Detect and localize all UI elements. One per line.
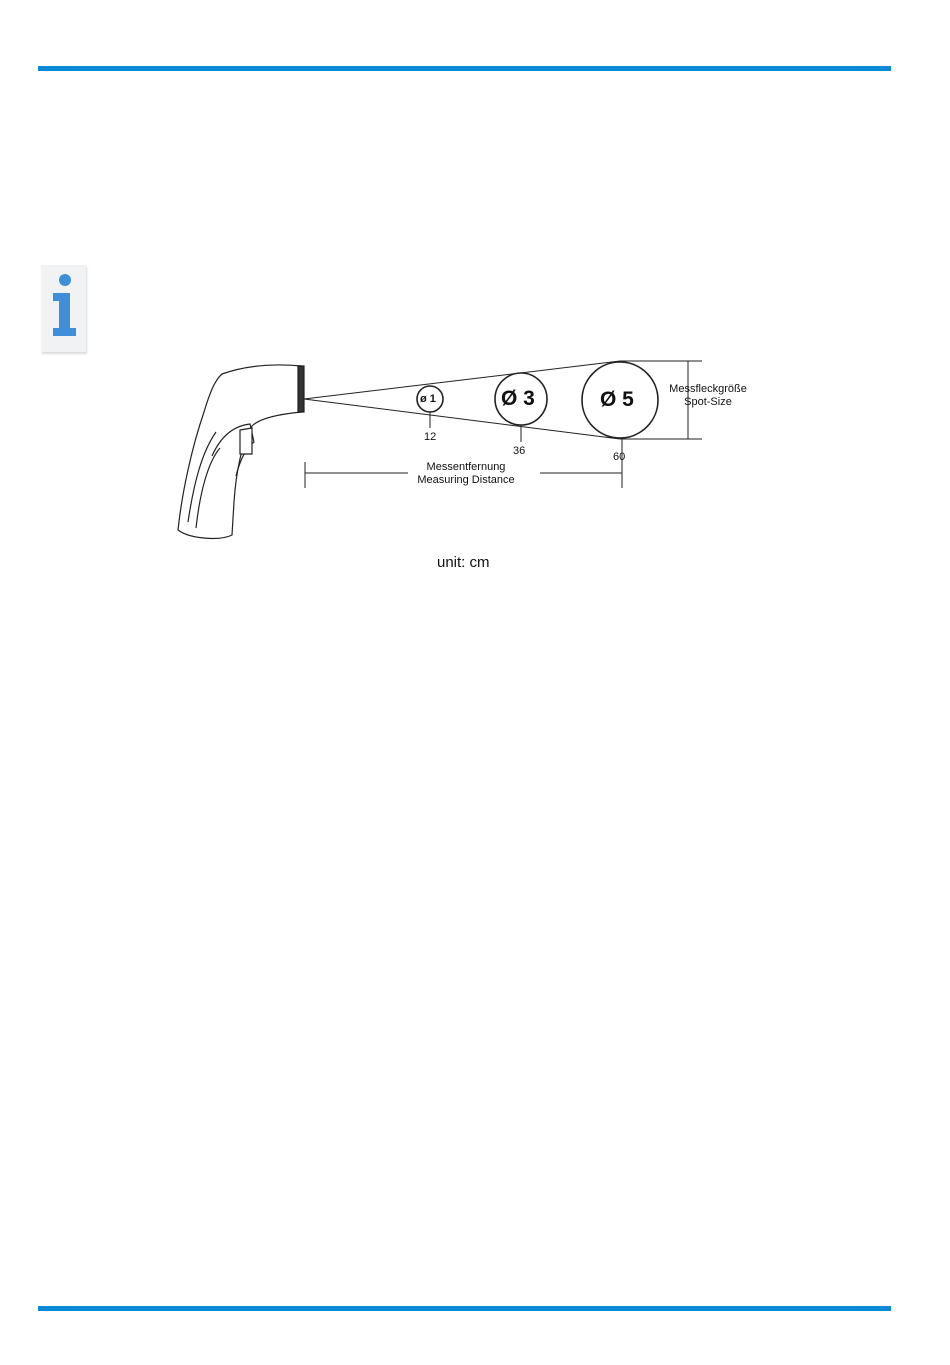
top-blue-rule bbox=[38, 66, 891, 71]
spot-size-caption bbox=[660, 383, 756, 409]
measuring-distance-caption bbox=[398, 461, 534, 487]
spot-5-label: Ø 5 bbox=[600, 388, 634, 411]
bottom-blue-rule bbox=[38, 1306, 891, 1311]
spot-size-de: Messfleckgröße bbox=[669, 383, 747, 395]
spot-size-diagram bbox=[160, 352, 780, 562]
info-icon bbox=[41, 265, 86, 352]
distance-12-label: 12 bbox=[424, 431, 437, 443]
distance-36-label: 36 bbox=[513, 445, 526, 457]
info-note-box bbox=[41, 265, 86, 352]
distance-60-label: 60 bbox=[613, 451, 626, 463]
measuring-distance-de: Messentfernung bbox=[426, 461, 506, 473]
unit-label: unit: cm bbox=[437, 554, 490, 571]
spot-size-en: Spot-Size bbox=[684, 396, 732, 408]
measuring-distance-en: Measuring Distance bbox=[417, 474, 515, 486]
ir-thermometer-icon bbox=[178, 365, 304, 538]
spot-1-label: ø 1 bbox=[420, 393, 436, 405]
spot-3-label: Ø 3 bbox=[501, 387, 535, 410]
